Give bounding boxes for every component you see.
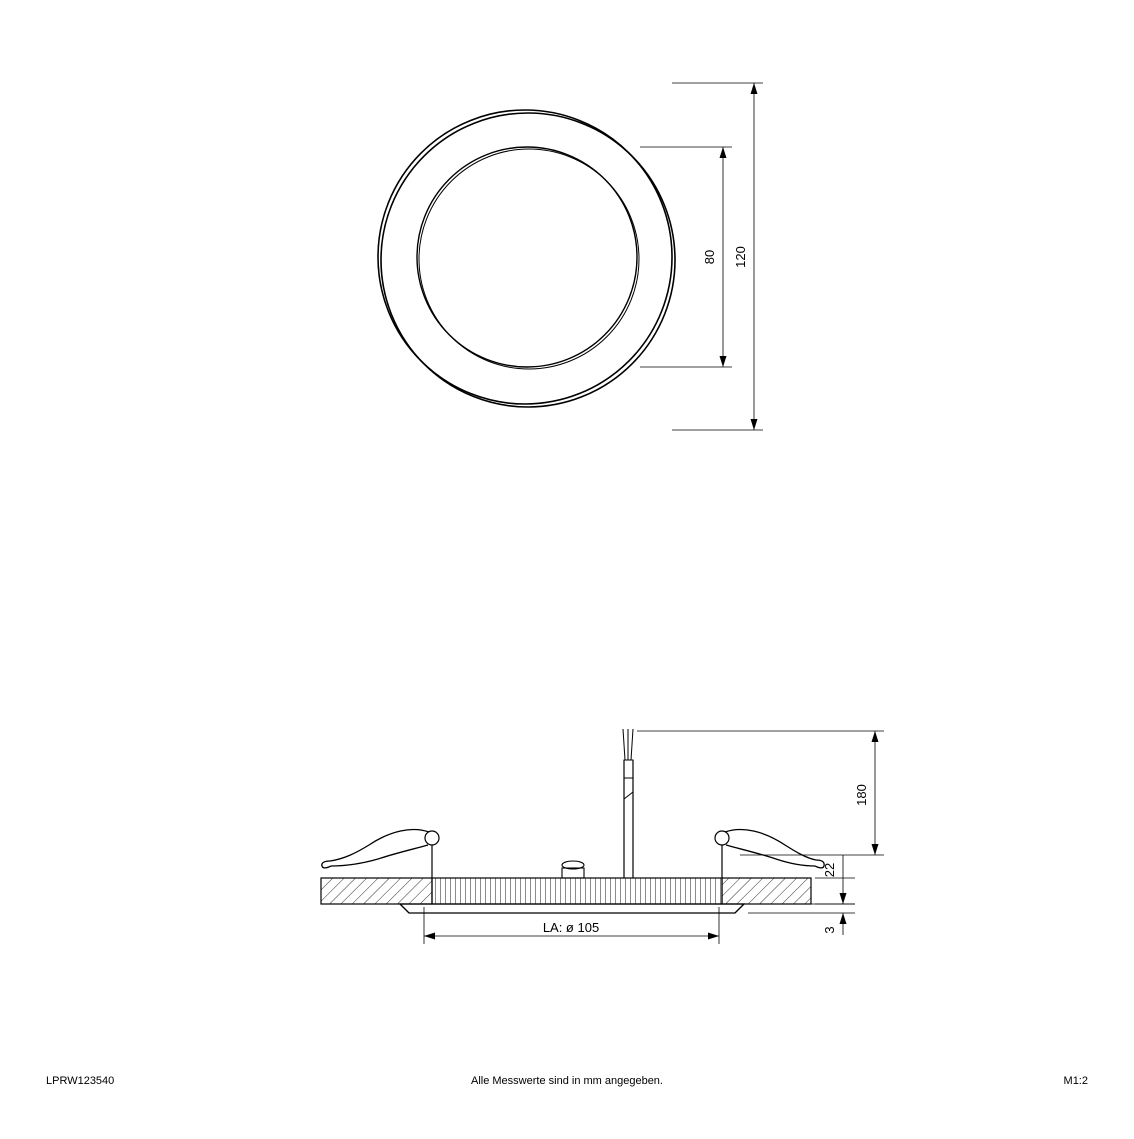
inner-light-circle — [417, 147, 637, 367]
dimension-body-height — [815, 855, 855, 904]
dimension-inner-diameter — [640, 147, 732, 367]
arrow-head-top — [840, 913, 847, 924]
clip-arm-right-upper — [725, 830, 816, 860]
dimension-label-120: 120 — [733, 246, 748, 268]
outer-ring-circle-offset — [381, 113, 675, 407]
trim-edge-left — [400, 904, 409, 913]
dimension-label-180: 180 — [854, 784, 869, 806]
clip-arm-left-lower — [331, 845, 428, 866]
ceiling-slab-left — [321, 878, 432, 904]
dimension-cable-length — [637, 731, 884, 855]
dimension-outer-diameter — [672, 83, 763, 430]
clip-tip-left — [322, 861, 331, 868]
dimension-label-22: 22 — [822, 862, 837, 878]
arrow-head-top — [872, 731, 879, 742]
arrow-head-bottom — [751, 419, 758, 430]
clip-pivot-right — [715, 831, 729, 845]
outer-ring-circle — [378, 110, 672, 404]
arrow-head-bottom — [840, 893, 847, 904]
clip-pivot-left — [425, 831, 439, 845]
luminaire-body — [432, 878, 722, 904]
arrow-head-top — [751, 83, 758, 94]
arrow-head-right — [708, 933, 719, 940]
drawing-footer — [0, 1074, 1134, 1088]
top-view — [378, 110, 675, 407]
arrow-head-bottom — [872, 844, 879, 855]
cable-mark — [624, 792, 633, 799]
trim-edge-right — [735, 904, 744, 913]
clip-arm-right-lower — [726, 845, 815, 866]
dimension-label-la-105: LA: ø 105 — [542, 920, 600, 935]
scale-label: M1:2 — [1063, 1075, 1088, 1087]
wire-1 — [623, 729, 625, 760]
dimension-label-3: 3 — [822, 926, 837, 934]
arrow-head-bottom — [720, 356, 727, 367]
spring-clip-right — [715, 830, 824, 878]
article-number: LPRW123540 — [46, 1075, 115, 1087]
spring-clip-left — [322, 830, 439, 878]
dimension-label-80: 80 — [702, 249, 717, 265]
clip-arm-left-upper — [330, 830, 429, 861]
arrow-head-top — [720, 147, 727, 158]
measurement-note: Alle Messwerte sind in mm angegeben. — [471, 1075, 663, 1087]
front-trim-ring — [400, 904, 744, 913]
wire-3 — [631, 729, 633, 760]
inner-light-circle-offset — [419, 149, 639, 369]
arrow-head-left — [424, 933, 435, 940]
dimension-front-ring-height — [748, 904, 855, 935]
cable-sleeve — [624, 760, 633, 778]
section-view — [321, 729, 824, 913]
ceiling-slab-right — [722, 878, 811, 904]
